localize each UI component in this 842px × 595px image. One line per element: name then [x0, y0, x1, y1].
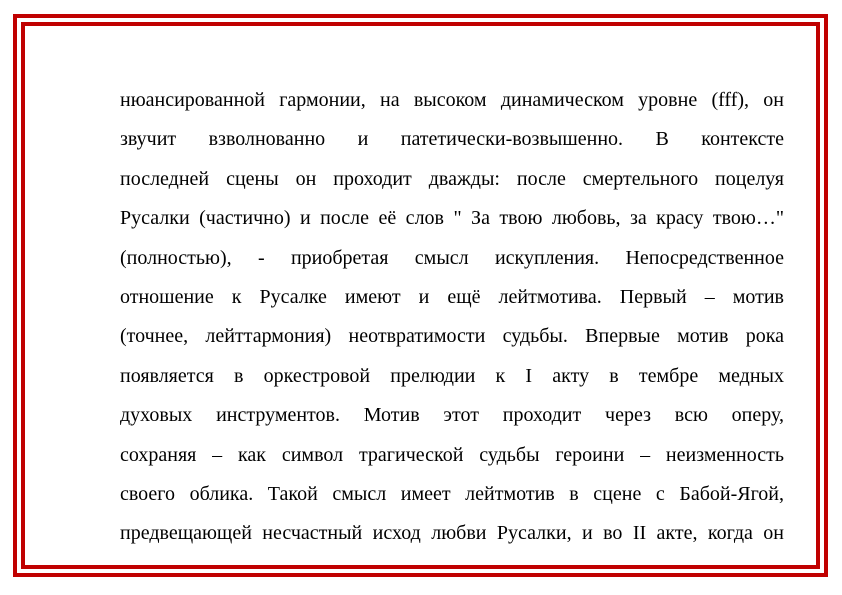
text-line: звучит взволнованно и патетически-возвышенно. В контексте — [120, 128, 784, 151]
slide-text-block — [120, 86, 784, 559]
text-line: духовых инструментов. Мотив этот проходит через всю оперу, — [120, 404, 784, 427]
text-line: отношение к Русалке имеют и ещё лейтмотива. Первый – мотив — [120, 285, 784, 308]
text-line: предвещающей несчастный исход любви Русалки, и во II акте, когда он — [120, 522, 784, 545]
text-line: нюансированной гармонии, на высоком динамическом уровне (fff), он — [120, 89, 784, 111]
text-line: появляется в оркестровой прелюдии к I акту в тембре медных — [120, 364, 784, 387]
text-line: последней сцены он проходит дважды: после смертельного поцелуя — [120, 167, 784, 190]
text-line: (полностью), - приобретая смысл искупления. Непосредственное — [120, 246, 784, 269]
text-line: своего облика. Такой смысл имеет лейтмотив в сцене с Бабой-Ягой, — [120, 482, 784, 505]
text-line: Русалки (частично) и после её слов " За твою любовь, за красу твою…" — [120, 207, 784, 230]
text-line: (точнее, лейттармония) неотвратимости судьбы. Впервые мотив рока — [120, 325, 784, 348]
text-line: сохраняя – как символ трагической судьбы героини – неизменность — [120, 443, 784, 466]
